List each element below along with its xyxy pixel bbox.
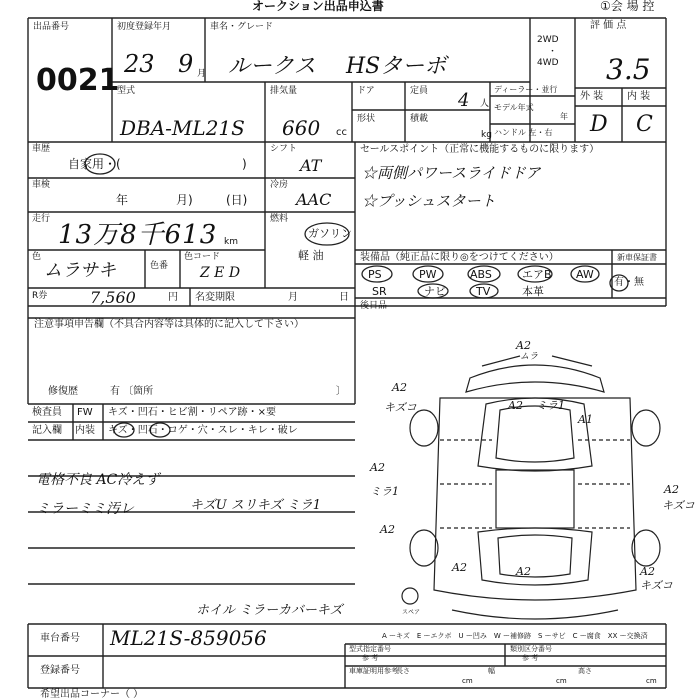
inspection-month-unit: 月) <box>176 193 193 207</box>
spare-tire-label: スペア <box>402 609 421 616</box>
capacity-unit: 人 <box>480 99 490 109</box>
class-number-label: 類別区分番号 <box>510 645 552 653</box>
interior-label: 内 装 <box>627 91 651 102</box>
mileage-unit: km <box>224 237 238 247</box>
equipment-navi: ナビ <box>424 285 446 298</box>
recycle-fee: 7,560 <box>90 288 136 307</box>
class-number-ref: 参 考 <box>522 654 539 662</box>
equipment-sr: SR <box>372 285 387 298</box>
venue-copy-label: ①会 場 控 <box>600 0 655 13</box>
history-label: 車歴 <box>32 144 51 154</box>
warranty-value: 有・無 <box>614 277 644 288</box>
damage-note-right-side: キズコ <box>662 499 695 512</box>
overall-score: 3.5 <box>606 53 651 86</box>
ac-label: 冷房 <box>270 180 289 190</box>
length-label: 長さ <box>396 667 410 675</box>
damage-mark-rear-right: A2 <box>640 565 655 578</box>
interior-grade: C <box>636 112 653 137</box>
registration-number-label: 登録番号 <box>40 665 80 676</box>
damage-note-front: ムラ <box>520 352 539 362</box>
model-code: DBA-ML21S <box>120 116 245 140</box>
damage-mark-left-rear: A2 <box>380 523 395 536</box>
width-label: 幅 <box>488 667 495 675</box>
name-change-day: 日 <box>339 292 349 303</box>
spec-number-label: 型式指定番号 <box>349 645 391 653</box>
inspector-interior-items: キズ・凹石・コゲ・穴・スレ・キレ・破レ <box>108 425 298 436</box>
later-items-label: 後日品 <box>360 301 388 311</box>
recycle-fee-unit: 円 <box>168 292 178 303</box>
color-number-label: 色番 <box>150 261 169 271</box>
repair-history-close: 〕 <box>336 386 346 397</box>
sales-point-2: ☆プッシュスタート <box>362 192 496 210</box>
fuel-gasoline: ガソリン <box>308 227 352 240</box>
inspector-label: 検査員 <box>32 407 62 418</box>
drive-2wd: 2WD <box>537 35 559 45</box>
drive-separator: ・ <box>548 47 558 57</box>
displacement: 660 <box>282 116 321 140</box>
damage-mark-right-side: A2 <box>664 483 679 496</box>
damage-mark-rear-left: A2 <box>452 561 467 574</box>
height-unit: cm <box>646 677 657 685</box>
car-grade: HSターボ <box>346 54 447 79</box>
model-year-label: モデル年式 <box>494 103 534 112</box>
load-unit: kg <box>481 130 492 140</box>
inspection-label: 車検 <box>32 180 51 190</box>
mileage-label: 走行 <box>32 214 51 224</box>
first-registration-label: 初度登録年月 <box>117 22 172 32</box>
damage-note-left-door: ミラ1 <box>370 485 399 498</box>
garage-cert-label: 車庫証明用参考 <box>349 667 398 675</box>
capacity: 4 <box>458 90 470 111</box>
damage-legend: A ーキズ E ーエクボ U ー凹み W ー補修跡 S ーサビ C ー腐食 XX ー交換済 <box>382 632 648 640</box>
name-change-label: 名変期限 <box>195 292 235 303</box>
damage-mark-rear-glass: A2 <box>516 565 531 578</box>
history-value: 自家用・( <box>68 157 121 171</box>
month-unit: 月 <box>197 69 207 79</box>
air-conditioning: AAC <box>296 190 332 209</box>
chassis-number: ML21S-859056 <box>110 626 267 650</box>
warranty-label: 新車保証書 <box>617 253 657 262</box>
entry-label: 記入欄 <box>32 425 62 436</box>
equipment-label: 装備品（純正品に限り◎をつけてください） <box>360 252 559 263</box>
inspector-fw: FW <box>77 407 93 418</box>
registration-month: 9 <box>178 50 194 78</box>
body-shape-label: 形状 <box>357 114 376 124</box>
model-code-label: 型式 <box>117 86 136 96</box>
recycle-fee-label: R券 <box>32 291 48 301</box>
corner-note: 希望出品コーナー（ ） <box>40 689 144 700</box>
history-close: ) <box>242 157 247 171</box>
chassis-number-label: 車台番号 <box>40 633 80 644</box>
comment-4: ホイル ミラーカバーキズ <box>196 603 343 618</box>
sales-points-label: セールスポイント（正常に機能するものに限ります） <box>360 144 600 155</box>
displacement-label: 排気量 <box>270 86 298 96</box>
load-label: 積載 <box>410 114 429 124</box>
score-label: 評 価 点 <box>590 20 627 31</box>
lot-number: 0021 <box>36 63 120 98</box>
repair-history-value: 有 〔箇所 <box>110 386 154 397</box>
shift: AT <box>300 156 322 175</box>
handle-label: ハンドル 左・右 <box>494 128 553 137</box>
damage-mark-right-front: A1 <box>578 413 593 426</box>
equipment-aw: AW <box>576 268 594 281</box>
exterior-label: 外 装 <box>580 91 604 102</box>
name-change-month: 月 <box>288 292 298 303</box>
length-unit: cm <box>462 677 473 685</box>
equipment-tv: TV <box>476 285 491 298</box>
color-label: 色 <box>32 252 42 262</box>
equipment-airbag: エアB <box>522 268 552 281</box>
damage-mark-front: A2 <box>516 339 531 352</box>
lot-number-label: 出品番号 <box>33 22 70 32</box>
damage-mark-windshield: A2 <box>508 399 523 412</box>
inspector-interior: 内装 <box>75 425 95 436</box>
car-name-label: 車名・グレード <box>210 22 274 32</box>
sales-point-1: ☆両側パワースライドドア <box>362 164 541 182</box>
model-year-unit: 年 <box>560 112 568 121</box>
displacement-unit: cc <box>336 127 347 138</box>
inspector-exterior-items: キズ・凹石・ヒビ割・リペア跡・×要 <box>108 407 276 418</box>
dealer-label: ディーラー・並行 <box>494 85 558 94</box>
damage-note-front-left: キズコ <box>384 401 417 414</box>
equipment-abs: ABS <box>470 268 492 281</box>
equipment-pw: PW <box>419 268 437 281</box>
width-unit: cm <box>556 677 567 685</box>
color-code-label: 色コード <box>184 252 221 262</box>
door-label: ドア <box>357 86 375 96</box>
inspection-day-unit: (日) <box>226 193 248 207</box>
car-name: ルークス <box>228 54 316 79</box>
spec-number-ref: 参 考 <box>362 654 379 662</box>
repair-history-label: 修復歴 <box>48 386 78 397</box>
damage-mark-front-left: A2 <box>392 381 407 394</box>
form-title: オークション出品申込書 <box>252 0 384 13</box>
drive-4wd: 4WD <box>537 58 559 68</box>
equipment-leather: 本革 <box>522 285 544 298</box>
comment-3: キズU スリキズ ミラ1 <box>190 498 321 513</box>
color: ムラサキ <box>44 260 116 281</box>
comment-2: ミラーミミ汚レ <box>36 501 134 517</box>
height-label: 高さ <box>578 667 592 675</box>
notes-label: 注意事項申告欄（不具合内容等は具体的に記入して下さい） <box>34 319 304 330</box>
mileage: 13万8千613 <box>58 220 218 250</box>
fuel-diesel: 軽 油 <box>298 249 324 262</box>
comment-1: 電格不良 AC冷えず <box>36 472 160 488</box>
damage-mark-left-door: A2 <box>370 461 385 474</box>
color-code: Z E D <box>200 265 241 281</box>
damage-note-windshield: ミラ1 <box>536 399 565 412</box>
shift-label: シフト <box>270 144 298 154</box>
inspection-year-unit: 年 <box>116 193 129 207</box>
damage-note-rear-right: キズコ <box>640 579 673 592</box>
registration-year: 23 <box>124 50 155 78</box>
exterior-grade: D <box>590 112 608 137</box>
fuel-label: 燃料 <box>270 214 289 224</box>
capacity-label: 定員 <box>410 86 429 96</box>
equipment-ps: PS <box>368 268 382 281</box>
